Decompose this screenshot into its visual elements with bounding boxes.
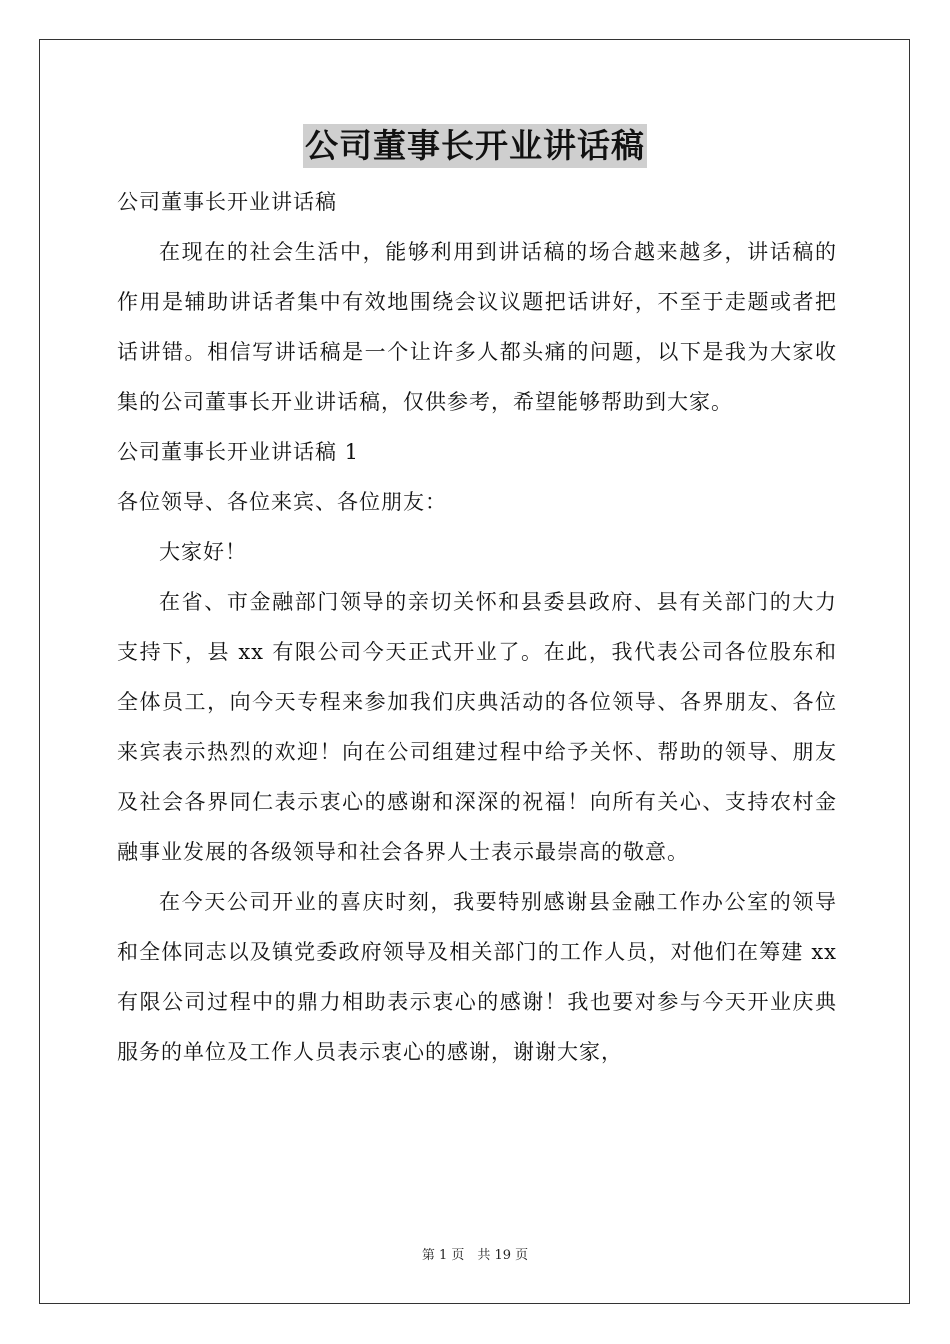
body-paragraph-1: 在省、市金融部门领导的亲切关怀和县委县政府、县有关部门的大力支持下，县 xx 有限公司今天正式开业了。在此，我代表公司各位股东和全体员工，向今天专程来参加我们庆典活动的各位领导、各界朋友、各位来宾表示热烈的欢迎！向在公司组建过程中给予关怀、帮助的领导、朋友及社会各界同仁表示衷心的感谢和深深的祝福！向所有关心、支持农村金融事业发展的各级领导和社会各界人士表示最崇高的敬意。 [117, 590, 837, 864]
section-heading: 公司董事长开业讲话稿 1 [117, 440, 360, 464]
greeting-line: 大家好！ [159, 540, 247, 564]
document-title: 公司董事长开业讲话稿 [303, 124, 647, 168]
salutation-line: 各位领导、各位来宾、各位朋友： [117, 490, 447, 514]
intro-paragraph: 在现在的社会生活中，能够利用到讲话稿的场合越来越多，讲话稿的作用是辅助讲话者集中有效地围绕会议议题把话讲好，不至于走题或者把话讲错。相信写讲话稿是一个让许多人都头痛的问题，以下是我为大家收集的公司董事长开业讲话稿，仅供参考，希望能够帮助到大家。 [117, 240, 837, 414]
title-container [0, 124, 950, 168]
document-body [117, 177, 837, 1077]
subtitle-line: 公司董事长开业讲话稿 [117, 190, 337, 214]
page-footer: 第 1 页 共 19 页 [421, 1248, 529, 1263]
body-paragraph-2: 在今天公司开业的喜庆时刻，我要特别感谢县金融工作办公室的领导和全体同志以及镇党委政府领导及相关部门的工作人员，对他们在筹建 xx 有限公司过程中的鼎力相助表示衷心的感谢！我也要对参与今天开业庆典服务的单位及工作人员表示衷心的感谢，谢谢大家， [117, 890, 837, 1064]
